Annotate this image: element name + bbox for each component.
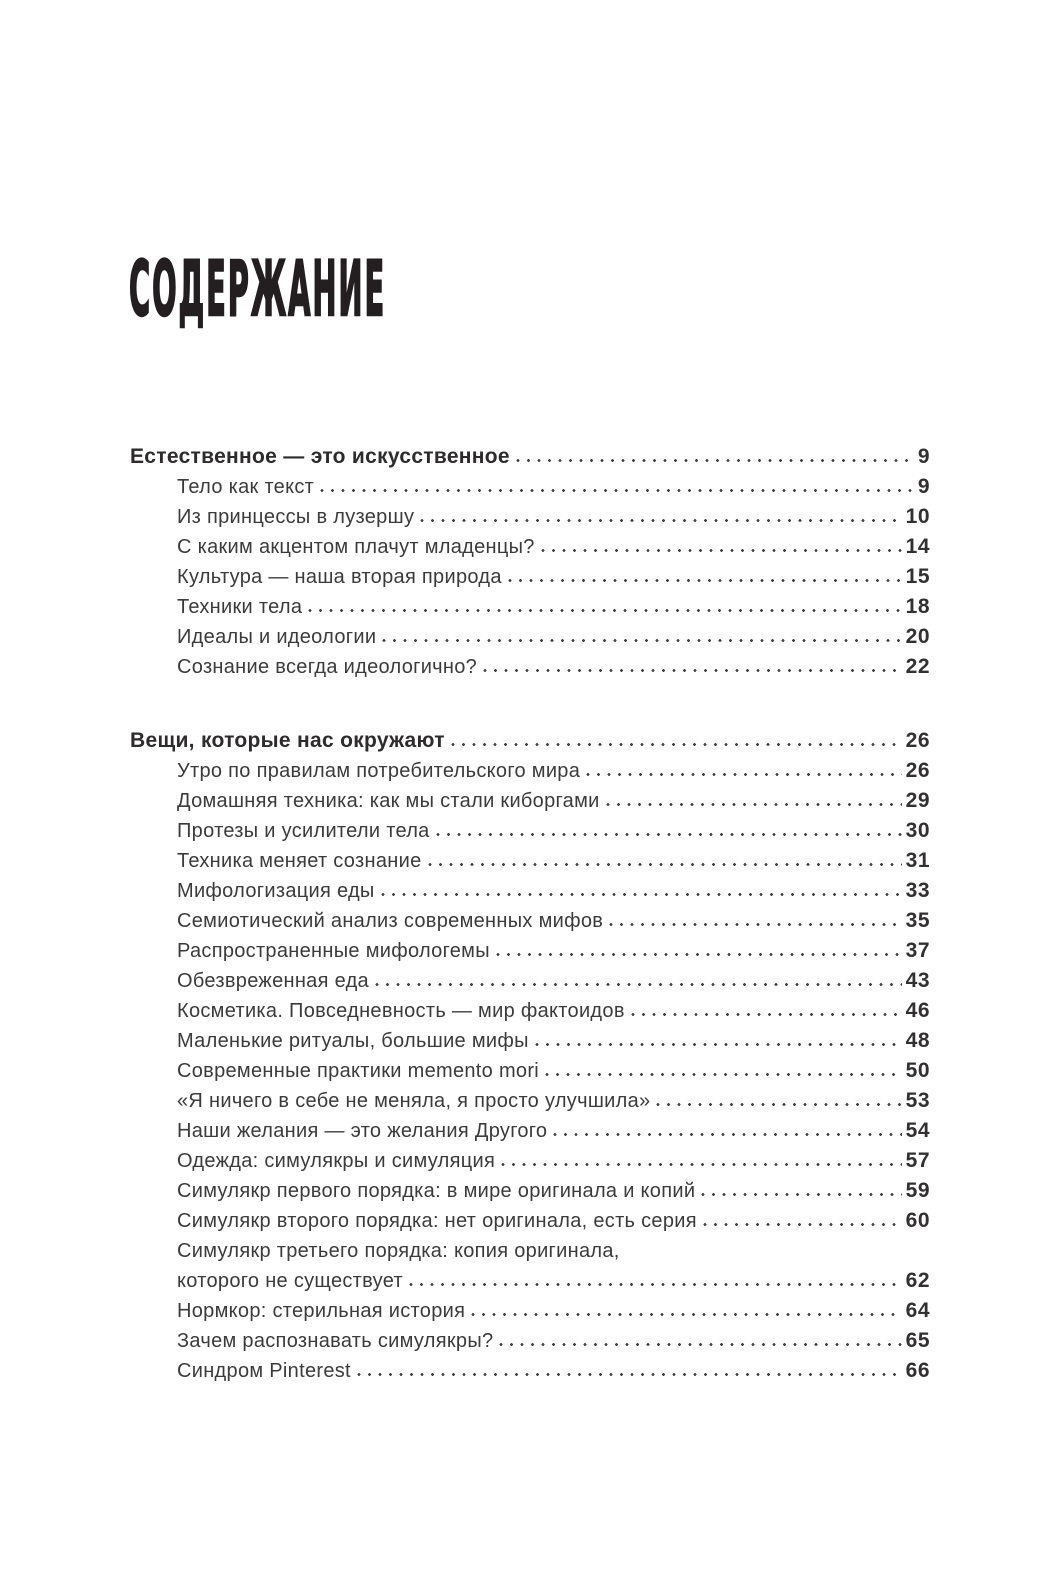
toc-entry-page: 26 bbox=[905, 729, 930, 752]
toc-entry-label: которого не существует bbox=[177, 1270, 403, 1292]
toc-entry-page: 54 bbox=[905, 1119, 930, 1142]
toc-entry-label: Наши желания — это желания Другого bbox=[177, 1120, 548, 1142]
toc-entry bbox=[130, 1206, 930, 1236]
toc-entry bbox=[130, 996, 930, 1026]
toc-entry-page: 59 bbox=[905, 1179, 930, 1202]
toc-entry-label: Одежда: симулякры и симуляция bbox=[177, 1150, 496, 1172]
toc-entry bbox=[130, 846, 930, 876]
toc-section-2 bbox=[130, 726, 930, 1386]
toc-entry-label: «Я ничего в себе не меняла, я просто улучшила» bbox=[177, 1090, 651, 1112]
toc-entry-label: Маленькие ритуалы, большие мифы bbox=[177, 1030, 529, 1052]
toc-entry bbox=[130, 906, 930, 936]
toc-entry bbox=[130, 1086, 930, 1116]
dot-leader bbox=[516, 458, 914, 463]
toc-entry-label: Современные практики memento mori bbox=[177, 1060, 540, 1082]
dot-leader bbox=[381, 892, 902, 897]
toc-entry-page: 9 bbox=[917, 445, 930, 468]
dot-leader bbox=[535, 1042, 902, 1047]
toc-entry bbox=[130, 876, 930, 906]
toc-entry-label: Домашняя техника: как мы стали киборгами bbox=[177, 790, 600, 812]
toc-entry-page: 64 bbox=[905, 1299, 930, 1322]
toc-section-header bbox=[130, 442, 930, 472]
toc-entry bbox=[130, 966, 930, 996]
toc-entry-page: 37 bbox=[905, 939, 930, 962]
toc-entry-label: Из принцессы в лузершу bbox=[177, 506, 415, 528]
toc-entry bbox=[130, 1056, 930, 1086]
dot-leader bbox=[428, 862, 902, 867]
toc-section-1 bbox=[130, 442, 930, 682]
dot-leader bbox=[545, 1072, 902, 1077]
toc-entry bbox=[130, 936, 930, 966]
dot-leader bbox=[483, 668, 902, 673]
dot-leader bbox=[606, 802, 902, 807]
toc-entry-label: Утро по правилам потребительского мира bbox=[177, 760, 581, 782]
toc-entry-page: 66 bbox=[905, 1359, 930, 1382]
toc-entry-page: 46 bbox=[905, 999, 930, 1022]
table-of-contents bbox=[130, 442, 930, 1386]
toc-entry-page: 62 bbox=[905, 1269, 930, 1292]
toc-entry-page: 57 bbox=[905, 1149, 930, 1172]
dot-leader bbox=[420, 518, 901, 523]
toc-entry-page: 9 bbox=[917, 475, 930, 498]
toc-entry bbox=[130, 756, 930, 786]
dot-leader bbox=[496, 952, 902, 957]
dot-leader bbox=[501, 1162, 902, 1167]
dot-leader bbox=[586, 772, 901, 777]
toc-entry bbox=[130, 786, 930, 816]
dot-leader bbox=[357, 1372, 902, 1377]
dot-leader bbox=[409, 1282, 902, 1287]
toc-entry bbox=[130, 1356, 930, 1386]
dot-leader bbox=[656, 1102, 901, 1107]
toc-entry-label: Идеалы и идеологии bbox=[177, 626, 377, 648]
dot-leader bbox=[375, 982, 902, 987]
toc-entry-page: 10 bbox=[905, 505, 930, 528]
toc-entry-page: 15 bbox=[905, 565, 930, 588]
toc-entry-label: Симулякр первого порядка: в мире оригинала и копий bbox=[177, 1180, 696, 1202]
dot-leader bbox=[701, 1192, 901, 1197]
toc-section-header bbox=[130, 726, 930, 756]
dot-leader bbox=[631, 1012, 902, 1017]
toc-entry-page: 18 bbox=[905, 595, 930, 618]
toc-entry-label: Нормкор: стерильная история bbox=[177, 1300, 466, 1322]
toc-entry-label: Симулякр третьего порядка: копия оригинала, bbox=[177, 1240, 620, 1262]
toc-entry bbox=[130, 1026, 930, 1056]
toc-entry bbox=[130, 1296, 930, 1326]
toc-entry bbox=[130, 472, 930, 502]
toc-entry-page: 20 bbox=[905, 625, 930, 648]
toc-entry-page: 50 bbox=[905, 1059, 930, 1082]
toc-entry-page: 53 bbox=[905, 1089, 930, 1112]
toc-entry-page: 22 bbox=[905, 655, 930, 678]
toc-entry bbox=[130, 1176, 930, 1206]
toc-entry-label: Естественное — это искусственное bbox=[130, 445, 510, 468]
toc-entry-label: Техника меняет сознание bbox=[177, 850, 422, 872]
toc-entry bbox=[130, 532, 930, 562]
toc-entry-page: 26 bbox=[905, 759, 930, 782]
toc-entry-page: 14 bbox=[905, 535, 930, 558]
toc-entry-page: 43 bbox=[905, 969, 930, 992]
toc-entry-page: 65 bbox=[905, 1329, 930, 1352]
dot-leader bbox=[382, 638, 901, 643]
page-title bbox=[129, 244, 806, 333]
toc-entry bbox=[130, 1266, 930, 1296]
toc-entry-page: 60 bbox=[905, 1209, 930, 1232]
toc-entry-label: Культура — наша вторая природа bbox=[177, 566, 502, 588]
toc-entry-label: Мифологизация еды bbox=[177, 880, 375, 902]
toc-entry-label: Семиотический анализ современных мифов bbox=[177, 910, 604, 932]
toc-entry-label: Зачем распознавать симулякры? bbox=[177, 1330, 494, 1352]
toc-entry-page: 29 bbox=[905, 789, 930, 812]
toc-entry bbox=[130, 562, 930, 592]
dot-leader bbox=[553, 1132, 901, 1137]
toc-entry-label: Тело как текст bbox=[177, 476, 315, 498]
dot-leader bbox=[308, 608, 901, 613]
dot-leader bbox=[451, 742, 902, 747]
toc-entry bbox=[130, 622, 930, 652]
dot-leader bbox=[609, 922, 901, 927]
dot-leader bbox=[703, 1222, 902, 1227]
dot-leader bbox=[436, 832, 902, 837]
toc-entry-wrap-line bbox=[130, 1236, 930, 1266]
toc-entry-label: Вещи, которые нас окружают bbox=[130, 729, 445, 752]
toc-entry-page: 48 bbox=[905, 1029, 930, 1052]
dot-leader bbox=[320, 488, 914, 493]
toc-entry-label: Распространенные мифологемы bbox=[177, 940, 490, 962]
toc-entry bbox=[130, 502, 930, 532]
toc-entry bbox=[130, 1116, 930, 1146]
toc-entry-page: 30 bbox=[905, 819, 930, 842]
toc-entry-page: 33 bbox=[905, 879, 930, 902]
toc-entry-label: С каким акцентом плачут младенцы? bbox=[177, 536, 535, 558]
toc-entry-label: Протезы и усилители тела bbox=[177, 820, 430, 842]
toc-entry-page: 35 bbox=[905, 909, 930, 932]
toc-entry-label: Косметика. Повседневность — мир фактоидов bbox=[177, 1000, 625, 1022]
toc-entry-page: 31 bbox=[905, 849, 930, 872]
toc-entry-label: Сознание всегда идеологично? bbox=[177, 656, 478, 678]
dot-leader bbox=[541, 548, 902, 553]
toc-entry bbox=[130, 592, 930, 622]
dot-leader bbox=[499, 1342, 901, 1347]
toc-entry-label: Обезвреженная еда bbox=[177, 970, 369, 992]
toc-entry-label: Синдром Pinterest bbox=[177, 1360, 351, 1382]
dot-leader bbox=[471, 1312, 901, 1317]
toc-entry bbox=[130, 1146, 930, 1176]
toc-entry bbox=[130, 816, 930, 846]
toc-entry bbox=[130, 1326, 930, 1356]
toc-entry bbox=[130, 652, 930, 682]
toc-entry-label: Симулякр второго порядка: нет оригинала, есть серия bbox=[177, 1210, 697, 1232]
toc-entry-label: Техники тела bbox=[177, 596, 303, 618]
page-title-text: СОДЕРЖАНИЕ bbox=[129, 244, 387, 333]
dot-leader bbox=[508, 578, 902, 583]
